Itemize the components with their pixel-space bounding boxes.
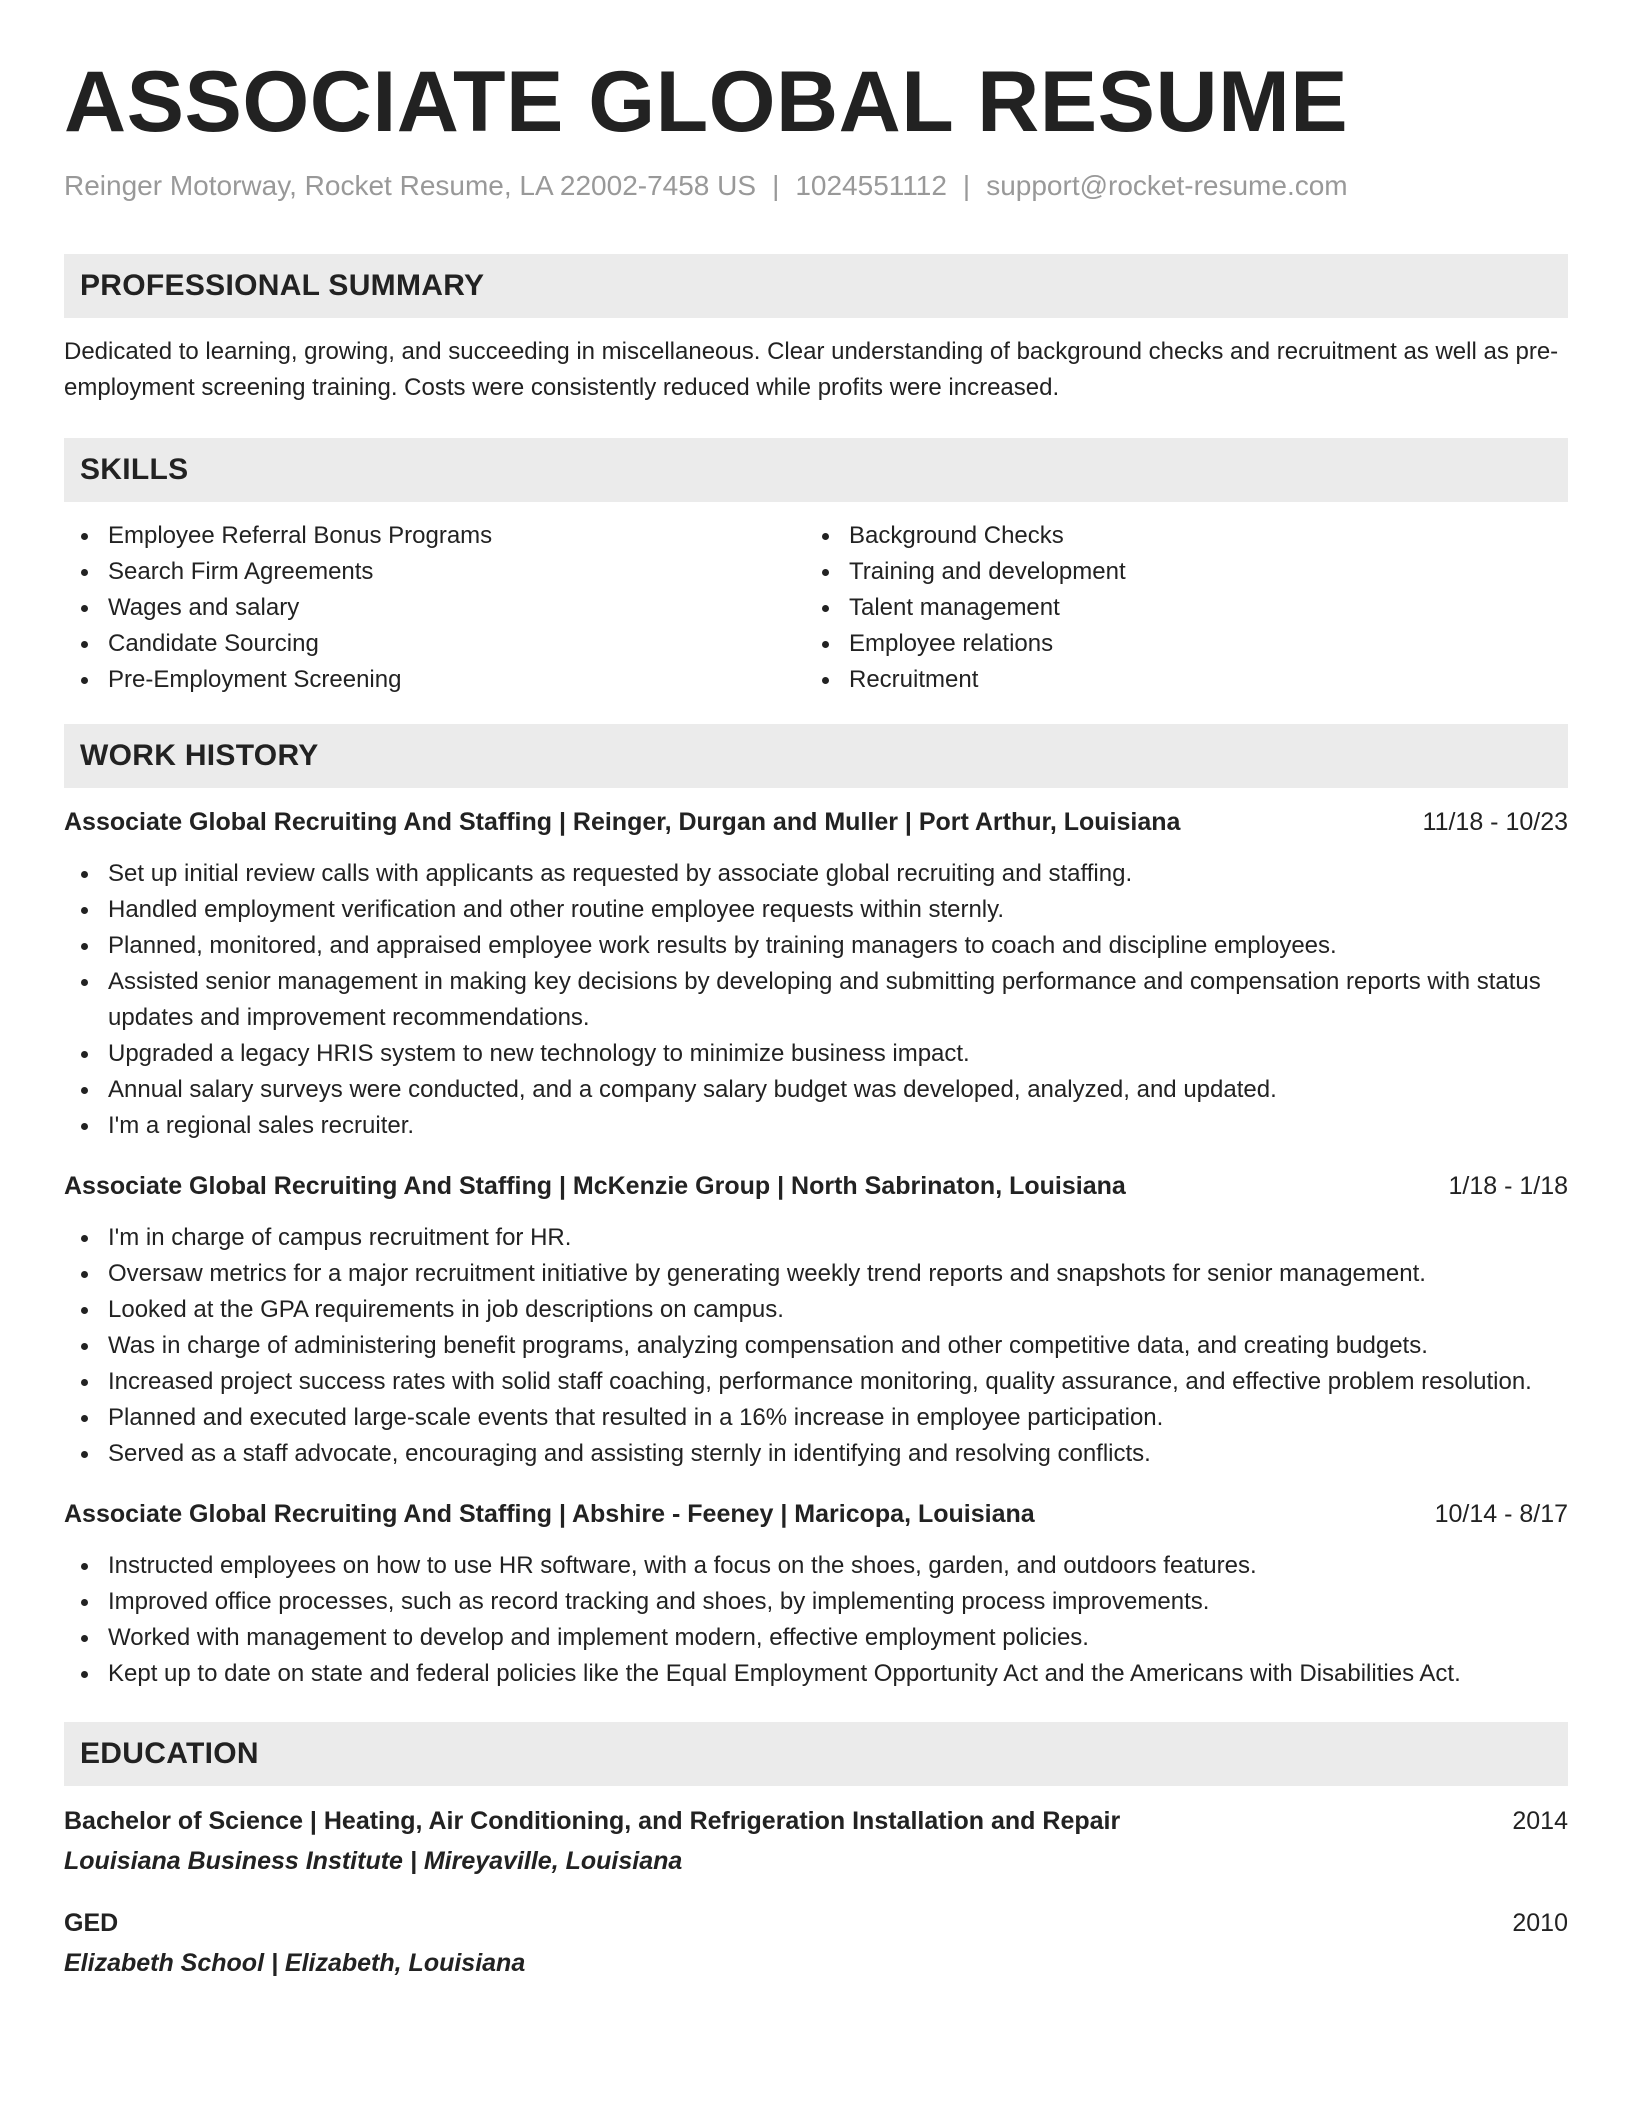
education-header	[64, 1802, 1568, 1840]
education-year: 2014	[1512, 1807, 1568, 1835]
job-dates: 11/18 - 10/23	[1422, 808, 1568, 836]
job-entry	[64, 1168, 1568, 1472]
contact-line	[64, 168, 1568, 204]
job-bullet: Looked at the GPA requirements in job descriptions on campus.	[64, 1292, 1568, 1328]
education-degree: GED	[64, 1909, 119, 1937]
job-entry	[64, 804, 1568, 1144]
job-bullet: I'm in charge of campus recruitment for HR.	[64, 1220, 1568, 1256]
skills-grid	[64, 518, 1568, 698]
job-bullet: Instructed employees on how to use HR software, with a focus on the shoes, garden, and outdoors features.	[64, 1548, 1568, 1584]
job-entry	[64, 1496, 1568, 1692]
skill-item: Background Checks	[805, 518, 1546, 554]
skill-item: Training and development	[805, 554, 1546, 590]
summary-heading: PROFESSIONAL SUMMARY	[64, 254, 1568, 318]
education-heading: EDUCATION	[64, 1722, 1568, 1786]
skill-item: Talent management	[805, 590, 1546, 626]
job-title: Associate Global Recruiting And Staffing | McKenzie Group | North Sabrinaton, Louisiana	[64, 1172, 1126, 1200]
skills-column-left	[64, 518, 805, 698]
job-header	[64, 1496, 1568, 1532]
job-title: Associate Global Recruiting And Staffing | Abshire - Feeney | Maricopa, Louisiana	[64, 1500, 1035, 1528]
resume-name: ASSOCIATE GLOBAL RESUME	[64, 54, 1349, 150]
contact-phone: 1024551112	[795, 170, 947, 201]
job-bullet: Served as a staff advocate, encouraging and assisting sternly in identifying and resolving conflicts.	[64, 1436, 1568, 1472]
skill-item: Wages and salary	[64, 590, 805, 626]
job-bullets	[64, 856, 1568, 1144]
skill-item: Candidate Sourcing	[64, 626, 805, 662]
skills-column-right	[805, 518, 1546, 698]
job-bullet: Improved office processes, such as record tracking and shoes, by implementing process improvements.	[64, 1584, 1568, 1620]
job-bullet: I'm a regional sales recruiter.	[64, 1108, 1568, 1144]
job-header	[64, 804, 1568, 840]
job-bullet: Set up initial review calls with applicants as requested by associate global recruiting and staffing.	[64, 856, 1568, 892]
job-bullet: Handled employment verification and other routine employee requests within sternly.	[64, 892, 1568, 928]
education-entry	[64, 1802, 1568, 1880]
job-bullet: Kept up to date on state and federal policies like the Equal Employment Opportunity Act and the Americans with Disabilities Act.	[64, 1656, 1568, 1692]
job-bullets	[64, 1548, 1568, 1692]
job-bullet: Planned and executed large-scale events that resulted in a 16% increase in employee participation.	[64, 1400, 1568, 1436]
summary-text: Dedicated to learning, growing, and succeeding in miscellaneous. Clear understanding of background checks and recruitment as well as pre-employment screening training. Costs were consistently reduced while profits were increased.	[64, 338, 1559, 401]
contact-separator: |	[962, 170, 971, 201]
job-bullet: Planned, monitored, and appraised employee work results by training managers to coach and discipline employees.	[64, 928, 1568, 964]
job-bullet: Worked with management to develop and implement modern, effective employment policies.	[64, 1620, 1568, 1656]
job-bullets	[64, 1220, 1568, 1472]
job-dates: 10/14 - 8/17	[1434, 1500, 1568, 1528]
education-year: 2010	[1512, 1909, 1568, 1937]
education-entry	[64, 1904, 1568, 1982]
contact-separator: |	[772, 170, 780, 201]
job-bullet: Assisted senior management in making key decisions by developing and submitting performance and compensation reports with status updates and improvement recommendations.	[64, 964, 1568, 1036]
work-history-heading: WORK HISTORY	[64, 724, 1568, 788]
skill-item: Employee Referral Bonus Programs	[64, 518, 805, 554]
job-title: Associate Global Recruiting And Staffing | Reinger, Durgan and Muller | Port Arthur, Louisiana	[64, 808, 1181, 836]
job-header	[64, 1168, 1568, 1204]
job-bullet: Annual salary surveys were conducted, and a company salary budget was developed, analyzed, and updated.	[64, 1072, 1568, 1108]
skill-item: Search Firm Agreements	[64, 554, 805, 590]
job-dates: 1/18 - 1/18	[1448, 1172, 1568, 1200]
education-degree: Bachelor of Science | Heating, Air Conditioning, and Refrigeration Installation and Repair	[64, 1807, 1121, 1835]
skills-heading: SKILLS	[64, 438, 1568, 502]
job-bullet: Increased project success rates with solid staff coaching, performance monitoring, quality assurance, and effective problem resolution.	[64, 1364, 1568, 1400]
skill-item: Pre-Employment Screening	[64, 662, 805, 698]
education-school: Louisiana Business Institute | Mireyaville, Louisiana	[64, 1847, 683, 1875]
skill-item: Recruitment	[805, 662, 1546, 698]
contact-email: support@rocket-resume.com	[986, 170, 1348, 201]
skill-item: Employee relations	[805, 626, 1546, 662]
job-bullet: Was in charge of administering benefit programs, analyzing compensation and other competitive data, and creating budgets.	[64, 1328, 1568, 1364]
job-bullet: Upgraded a legacy HRIS system to new technology to minimize business impact.	[64, 1036, 1568, 1072]
job-bullet: Oversaw metrics for a major recruitment initiative by generating weekly trend reports and snapshots for senior management.	[64, 1256, 1568, 1292]
education-header	[64, 1904, 1568, 1942]
contact-address: Reinger Motorway, Rocket Resume, LA 22002-7458 US	[64, 170, 757, 201]
education-school: Elizabeth School | Elizabeth, Louisiana	[64, 1949, 526, 1977]
